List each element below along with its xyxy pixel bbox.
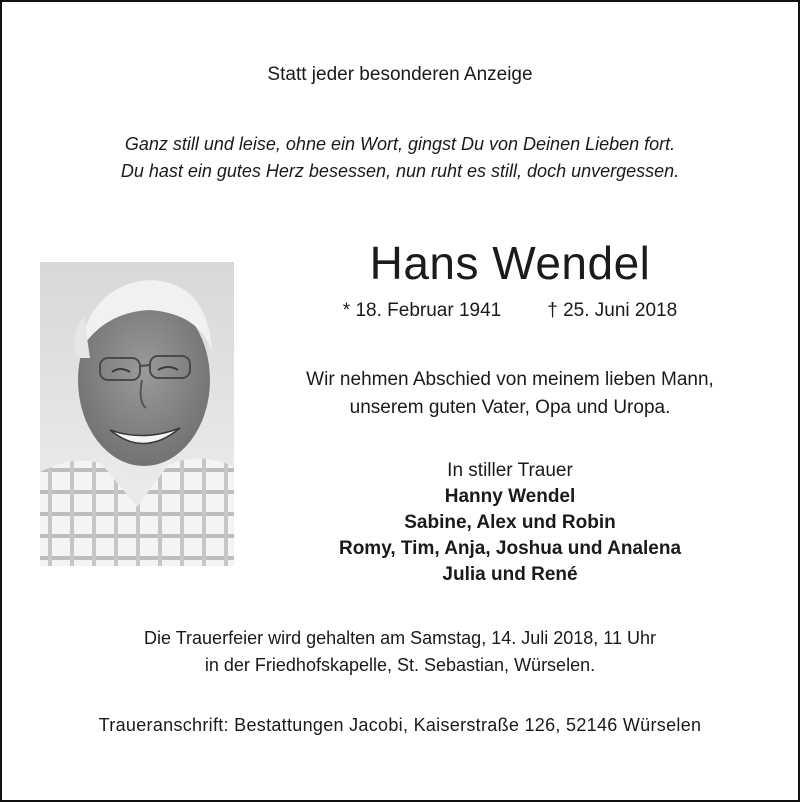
farewell-line: Wir nehmen Abschied von meinem lieben Mann, [306,369,714,390]
mourning-address: Traueranschrift: Bestattungen Jacobi, Kaiserstraße 126, 52146 Würselen [98,715,702,735]
service-line: in der Friedhofskapelle, St. Sebastian, Würselen. [204,655,596,675]
deceased-name: Hans Wendel [369,237,651,289]
birth-date: * 18. Februar 1941 [342,300,502,321]
mourning-intro: In stiller Trauer [447,460,573,481]
motto-line: Ganz still und leise, ohne ein Wort, gingst Du von Deinen Lieben fort. [124,134,676,154]
service-line: Die Trauerfeier wird gehalten am Samstag, 14. Juli 2018, 11 Uhr [144,628,656,648]
life-dates [240,300,780,322]
motto-line: Du hast ein gutes Herz besessen, nun ruht es still, doch unvergessen. [120,161,680,181]
farewell-line: unserem guten Vater, Opa und Uropa. [349,397,671,418]
farewell-text [240,366,780,422]
portrait-photo [40,262,234,566]
mourner-name: Sabine, Alex und Robin [404,512,616,533]
motto-verse [0,131,800,185]
mourner-name: Romy, Tim, Anja, Joshua und Analena [338,538,682,559]
service-info [0,625,800,679]
notice-header: Statt jeder besonderen Anzeige [267,64,533,85]
death-date: † 25. Juni 2018 [547,300,678,321]
mourners-block [240,458,780,588]
mourner-name: Julia und René [442,564,578,585]
mourner-name: Hanny Wendel [444,486,576,507]
